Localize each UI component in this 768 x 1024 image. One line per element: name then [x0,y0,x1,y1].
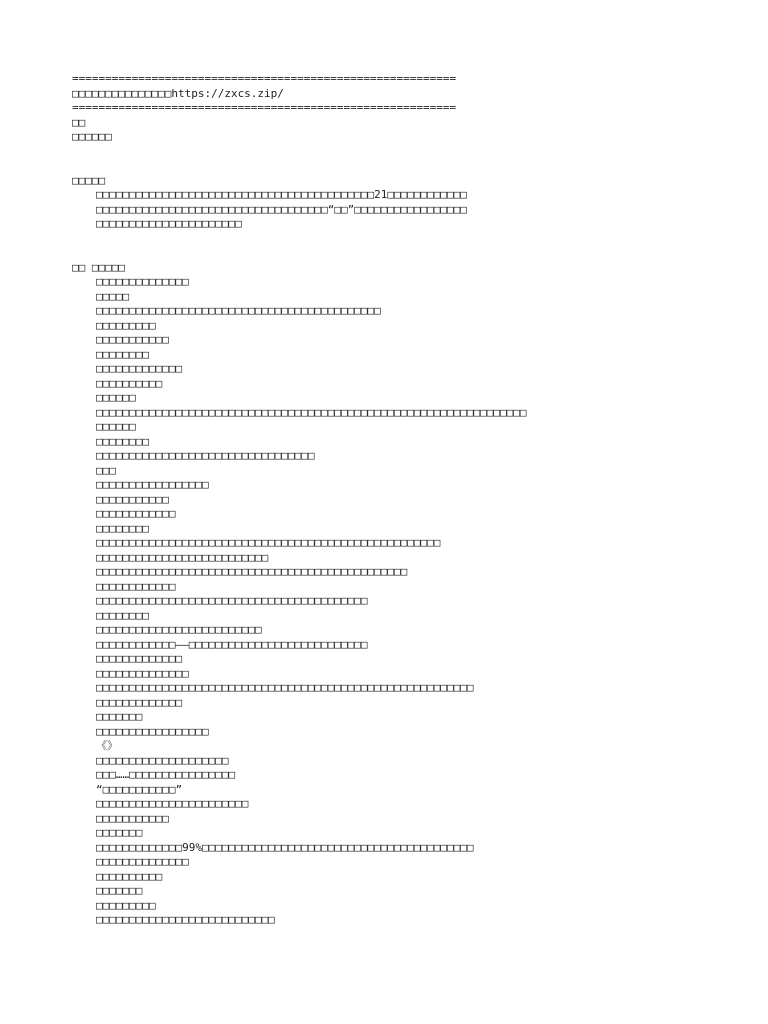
text-line: □□□ [96,463,116,477]
text-line: □□□□□□□□□□□□□99%□□□□□□□□□□□□□□□□□□□□□□□□□□□□□□□□□□□□□□□□□ [96,840,474,854]
text-line: “□□□□□□□□□□□” [96,782,183,796]
text-line: □□□□□□□□□□□□□ [96,362,183,375]
spacer [72,232,712,261]
text-line: □□□□□□□□□□□□□□□□□□□□□□□ [96,797,249,810]
text-line: □□□……□□□□□□□□□□□□□□□□ [96,768,236,781]
text-line: □□□□□□□□□□□ [96,492,169,506]
book-author: □□□□□□ [72,130,112,143]
text-line: □□□□□□□□ [96,608,149,622]
spacer [72,145,712,174]
text-line: □□□□□□□□□□□□□□□□□□□□□□□□□ [96,623,262,636]
text-line: □□□□□□□□□□□□□□ [96,275,189,288]
rule-bottom: ========================================================== [72,101,457,114]
text-line: □□□□□□ [96,391,136,404]
text-line: □□□□□□□□□□□□□□□□□□□□□□□□□□□□□□□□□□□□□□□□□□□ [96,304,381,317]
text-line: □□□□□□□□□□□□ [96,579,176,593]
text-line: □□□□□□□□□□□□□□□□□□□□□□□□□□□□□□□□□□□□□□□□□□□□□□□ [96,565,408,578]
text-line: □□□□□□□□□□□□□□ [96,666,189,680]
text-line: □□□□□□□□□□□□□□□□□□□□□□□□□□ [96,550,269,564]
text-line: □□□□□□□□□ [96,318,156,332]
text-line: □□□□□□□□ [96,521,149,535]
text-line: □□□□□□□□□□□□□□□□□□□□ [96,753,229,767]
intro-heading: □□□□□ [72,173,106,187]
text-line: □□□□□□□□□□□ [96,811,169,825]
text-line: □□□□□□□□□□ [96,376,163,390]
text-line: □□□□□□□□□□□□□□□□□□□□□□□□□□□□□□□□□□□“□□”□□□□□□□□□□□□□□□□□ [96,202,467,216]
text-line: □□□□□□□□ [96,434,149,448]
text-line: □□□□□□□ [96,826,143,839]
text-line: 《》 [96,739,118,752]
source-line: □□□□□□□□□□□□□□□https://zxcs.zip/ [72,86,284,100]
text-line: □□□□□□□□□□□□□ [96,695,183,709]
text-line: □□□□□□□□□□□□□□□□□□□□□□ [96,217,242,230]
chapter-body [72,275,712,928]
text-line: □□□□□□ [96,420,136,433]
text-line: □□□□□□□□□□□□□□□□□ [96,478,209,491]
text-line: □□□□□□□□□□□□□ [96,652,183,665]
text-line: □□□□□□□□□□□□□□□□□□□□□□□□□□□ [96,913,275,926]
text-line: □□□□□□□□□□□□□□□□□□□□□□□□□□□□□□□□□ [96,449,315,462]
text-line: □□□□□□□□ [96,347,149,361]
text-line: □□□□□ [96,289,130,303]
text-line: □□□□□□□□□□□□□□□□□□□□□□□□□□□□□□□□□□□□□□□□□ [96,594,368,607]
text-line: □□□□□□□ [96,884,143,897]
text-line: □□□□□□□□□□□□——□□□□□□□□□□□□□□□□□□□□□□□□□□□ [96,637,368,651]
text-line: □□□□□□□□□□□□□□□□□□□□□□□□□□□□□□□□□□□□□□□□□□21□□□□□□□□□□□□ [96,188,467,201]
text-line: □□□□□□□□□□□□□□□□□□□□□□□□□□□□□□□□□□□□□□□□□□□□□□□□□□□□ [96,536,441,549]
text-line: □□□□□□□□□□ [96,869,163,883]
text-line: □□□□□□□□□ [96,898,156,912]
text-line: □□□□□□□□□□□□□□ [96,855,189,868]
document-page [72,72,712,928]
text-line: □□□□□□□□□□□ [96,333,169,346]
text-line: □□□□□□□□□□□□□□□□□□□□□□□□□□□□□□□□□□□□□□□□□□□□□□□□□□□□□□□□□ [96,681,474,694]
rule-top: ========================================================== [72,72,457,85]
text-line: □□□□□□□□□□□□□□□□□ [96,724,209,738]
text-line: □□□□□□□□□□□□□□□□□□□□□□□□□□□□□□□□□□□□□□□□□□□□□□□□□□□□□□□□□□□□□□□□□ [96,405,527,419]
intro-body [72,188,712,232]
text-line: □□□□□□□□□□□□ [96,507,176,520]
text-line: □□□□□□□ [96,710,143,723]
book-title: □□ [72,115,86,129]
chapter-heading: □□ □□□□□ [72,260,125,274]
